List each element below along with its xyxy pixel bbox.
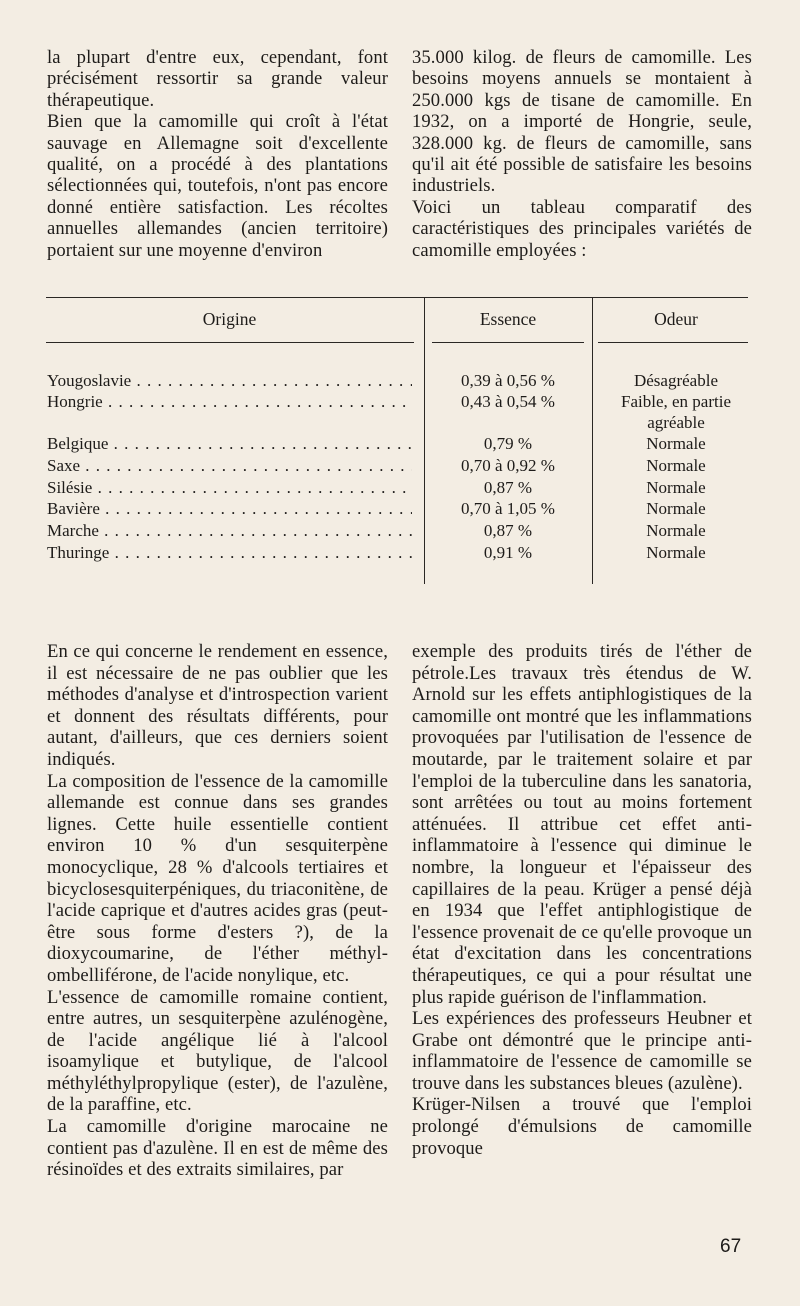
top-left-column: [47, 47, 388, 261]
header-essence: Essence: [479, 309, 537, 329]
paragraph: La camomille d'origine marocaine ne contient pas d'azulène. Il en est de même des résinoïdes et des extraits similaires, par: [47, 1116, 388, 1181]
paragraph: 35.000 kilog. de fleurs de camomille. Les besoins moyens annuels se montaient à 250.000 kgs de tisane de camomille. En 1932, on a importé de Hongrie, seule, 328.000 kg. de fleurs de camomille, sans qu'il ait été possible de satisfaire les besoins industriels.: [412, 47, 752, 197]
paragraph: Krüger-Nilsen a trouvé que l'emploi prolongé d'émulsions de camomille provoque: [412, 1094, 752, 1159]
cell-origine: Marche . . .: [47, 520, 412, 541]
cell-origine: Belgique . . .: [47, 433, 412, 454]
paragraph: En ce qui concerne le rendement en essence, il est nécessaire de ne pas oublier que les méthodes d'analyse et d'introspection varient et donnent des résultats différents, pour autant, d'ailleurs, que ces derniers soient indiqués.: [47, 641, 388, 770]
cell-essence: 0,87 %: [483, 521, 533, 540]
header-odeur: Odeur: [654, 309, 698, 329]
cell-essence: 0,79 %: [483, 434, 533, 453]
paragraph: L'essence de camomille romaine contient, entre autres, un sesquiterpène azulénogène, de l'acide angélique lié à l'alcool isoamylique et butylique, de l'alcool méthyléthylpropylique (ester), de l'azulène, de la paraffine, etc.: [47, 986, 388, 1116]
cell-origine: Yougoslavie . . .: [47, 370, 412, 391]
cell-origine: Hongrie . . .: [47, 391, 412, 412]
cell-odeur: Normale: [646, 456, 706, 475]
cell-odeur: Normale: [646, 521, 706, 540]
cell-origine: Saxe . . .: [47, 455, 412, 476]
cell-origine: Silésie . . .: [47, 477, 412, 498]
cell-essence: 0,70 à 1,05 %: [461, 499, 555, 518]
cell-essence: 0,43 à 0,54 %: [461, 392, 555, 411]
cell-essence: 0,39 à 0,56 %: [461, 371, 555, 390]
header-rule: [598, 342, 748, 343]
header-rule: [432, 342, 584, 343]
cell-odeur: Normale: [646, 543, 706, 562]
cell-odeur: Normale: [646, 478, 706, 497]
cell-odeur: Désagréable: [633, 371, 718, 390]
paragraph: Bien que la camomille qui croît à l'état sauvage en Allemagne soit d'excellente qualité, on a procédé à des plantations sélectionnées qui, toutefois, n'ont pas encore donné entière satisfaction. Les récoltes annuelles allemandes (ancien territoire) portaient sur une moyenne d'environ: [47, 111, 388, 261]
cell-odeur: Normale: [646, 434, 706, 453]
cell-essence: 0,91 %: [483, 543, 533, 562]
comparison-table: [0, 290, 800, 590]
header-rule: [46, 342, 414, 343]
table-top-rule: [46, 297, 748, 298]
cell-origine: Thuringe . . .: [47, 542, 412, 563]
header-origine: Origine: [202, 309, 257, 329]
cell-odeur: Normale: [646, 499, 706, 518]
column-divider: [592, 297, 593, 584]
cell-essence: 0,70 à 0,92 %: [461, 456, 555, 475]
paragraph: la plupart d'entre eux, cependant, font précisément ressortir sa grande valeur thérapeutique.: [47, 47, 388, 111]
paragraph: La composition de l'essence de la camomille allemande est connue dans ses grandes lignes. Cette huile essentielle contient environ 10 % d'un sesquiterpène monocyclique, 28 % d'alcools tertiaires et bicyclosesquiterpéniques, du triaconitène, de l'acide caprique et d'autres acides gras (peut-être sous forme d'esters ?), de la dioxycoumarine, de l'éther méthyl-ombelliférone, de l'acide nonylique, etc.: [47, 770, 388, 986]
paragraph: exemple des produits tirés de l'éther de pétrole.Les travaux très étendus de W. Arnold sur les effets antiphlogistiques de la camomille ont montré que les inflammations provoquées par l'utilisation de l'essence de moutarde, par le traitement solaire et par l'emploi de la tuberculine dans les sanatoria, sont arrêtées ou tout au moins fortement atténuées. Il attribue cet effet anti-inflammatoire à l'essence qui diminue le nombre, la longueur et l'épaisseur des capillaires de la peau. Krüger a pensé déjà en 1934 que l'effet antiphlogistique de l'essence provenait de ce qu'elle provoque un état d'excitation dans les concentrations thérapeutiques, ce qui a pour résultat une plus rapide guérison de l'inflammation.: [412, 641, 752, 1008]
bottom-left-column: [47, 641, 388, 1181]
cell-essence: 0,87 %: [483, 478, 533, 497]
bottom-right-column: [412, 641, 752, 1159]
column-divider: [424, 297, 425, 584]
cell-origine: Bavière . . .: [47, 498, 412, 519]
page-number: 67: [720, 1236, 742, 1257]
paragraph: Les expériences des professeurs Heubner et Grabe ont démontré que le principe anti-inflammatoire de l'essence de camomille se trouve dans les substances bleues (azulène).: [412, 1008, 752, 1094]
paragraph: Voici un tableau comparatif des caractéristiques des principales variétés de camomille employées :: [412, 196, 752, 261]
cell-odeur: Faible, en partie agréable: [621, 392, 731, 432]
top-right-column: [412, 47, 752, 261]
